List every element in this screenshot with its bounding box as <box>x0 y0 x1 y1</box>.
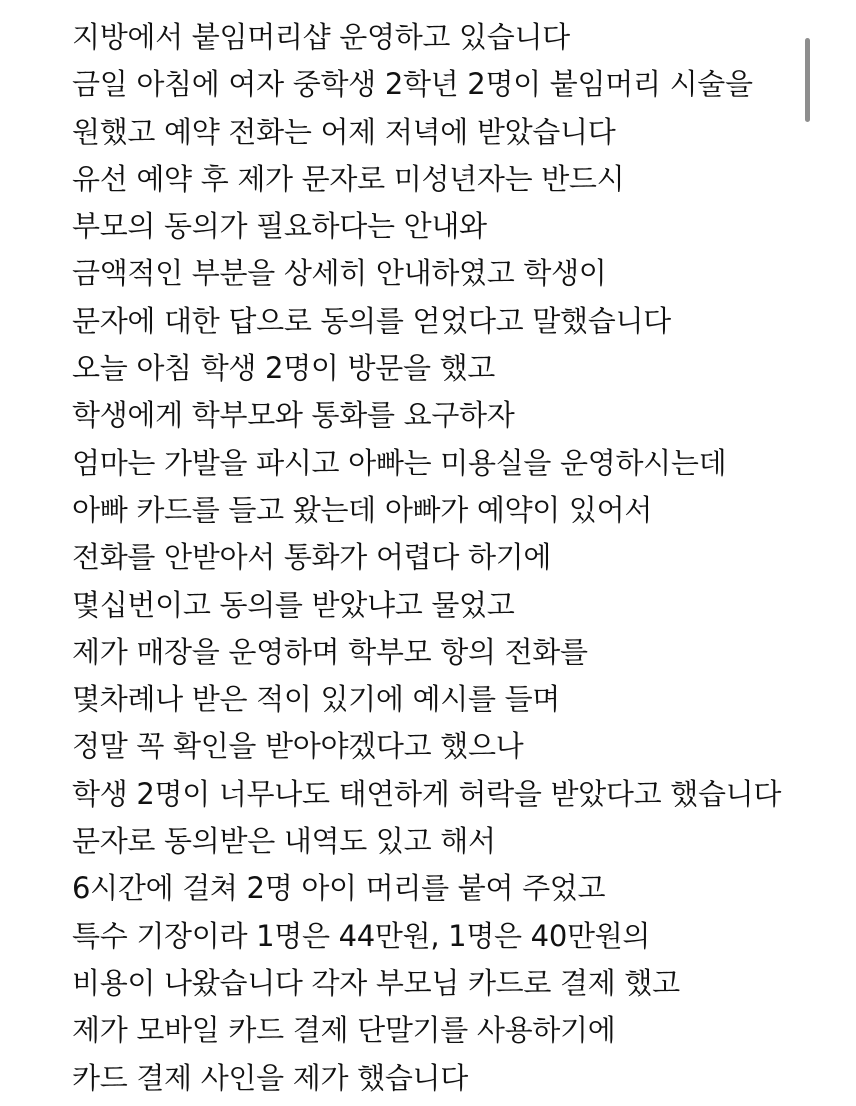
text-line: 비용이 나왔습니다 각자 부모님 카드로 결제 했고 <box>72 965 680 1000</box>
text-line: 전화를 안받아서 통화가 어렵다 하기에 <box>72 540 552 575</box>
text-line: 문자에 대한 답으로 동의를 얻었다고 말했습니다 <box>72 303 671 338</box>
post-body-text <box>72 14 792 1102</box>
text-line: 아빠 카드를 들고 왔는데 아빠가 예약이 있어서 <box>72 492 653 527</box>
text-line: 제가 매장을 운영하며 학부모 항의 전화를 <box>72 634 588 669</box>
text-line: 학생에게 학부모와 통화를 요구하자 <box>72 398 515 433</box>
text-line: 금액적인 부분을 상세히 안내하였고 학생이 <box>72 256 607 291</box>
text-line: 카드 결제 사인을 제가 했습니다 <box>72 1060 468 1095</box>
text-line: 원했고 예약 전화는 어제 저녁에 받았습니다 <box>72 114 616 149</box>
text-line: 몇차례나 받은 적이 있기에 예시를 들며 <box>72 682 561 717</box>
text-line: 엄마는 가발을 파시고 아빠는 미용실을 운영하시는데 <box>72 445 727 480</box>
text-line: 금일 아침에 여자 중학생 2학년 2명이 붙임머리 시술을 <box>72 67 753 102</box>
text-line: 학생 2명이 너무나도 태연하게 허락을 받았다고 했습니다 <box>72 776 782 811</box>
text-line: 제가 모바일 카드 결제 단말기를 사용하기에 <box>72 1013 616 1048</box>
text-line: 오늘 아침 학생 2명이 방문을 했고 <box>72 351 496 386</box>
vertical-scrollbar[interactable] <box>805 38 810 122</box>
text-line: 유선 예약 후 제가 문자로 미성년자는 반드시 <box>72 161 625 196</box>
text-line: 특수 기장이라 1명은 44만원, 1명은 40만원의 <box>72 918 651 953</box>
text-line: 문자로 동의받은 내역도 있고 해서 <box>72 824 496 859</box>
text-line: 정말 꼭 확인을 받아야겠다고 했으나 <box>72 729 524 764</box>
text-line: 6시간에 걸쳐 2명 아이 머리를 붙여 주었고 <box>72 871 606 906</box>
text-line: 지방에서 붙임머리샵 운영하고 있습니다 <box>72 20 570 54</box>
text-line: 부모의 동의가 필요하다는 안내와 <box>72 209 487 244</box>
text-line: 몇십번이고 동의를 받았냐고 물었고 <box>72 587 515 622</box>
